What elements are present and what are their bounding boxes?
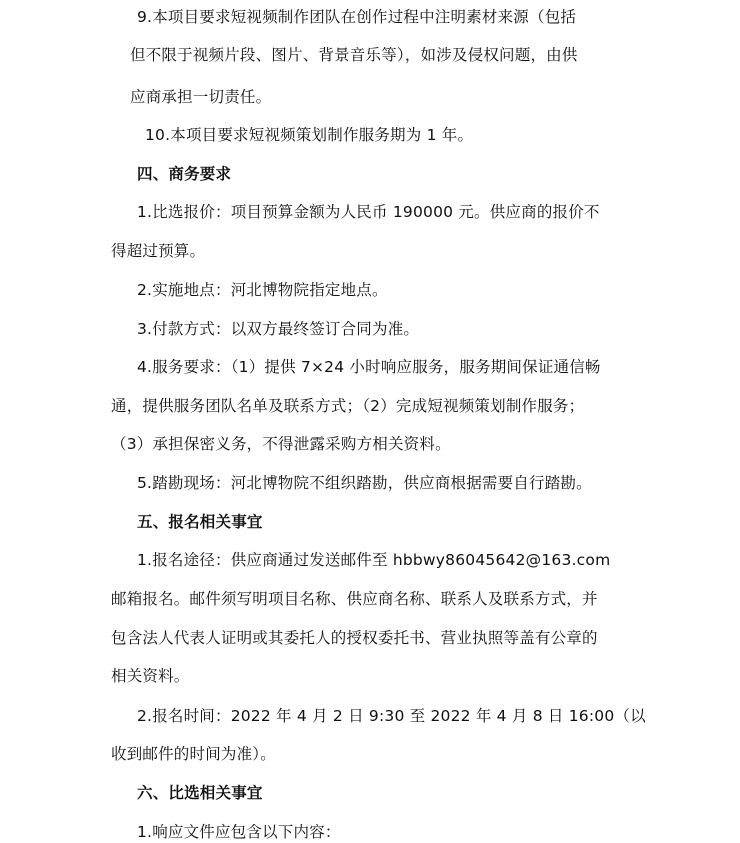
paragraph-10: 10.本项目要求短视频策划制作服务期为 1 年。: [145, 126, 474, 144]
location-item: 2.实施地点：河北博物院指定地点。: [137, 281, 388, 299]
section-heading-registration: 五、报名相关事宜: [137, 513, 263, 531]
site-visit-item: 5.踏勘现场：河北博物院不组织踏勘，供应商根据需要自行踏勘。: [137, 474, 592, 492]
registration-time-line-1: 2.报名时间：2022 年 4 月 2 日 9:30 至 2022 年 4 月 8 日 16:00（以: [137, 707, 646, 725]
registration-method-line-4: 相关资料。: [111, 667, 190, 685]
response-file-item: 1.响应文件应包含以下内容：: [137, 823, 341, 841]
service-item-line-2: 通，提供服务团队名单及联系方式；（2）完成短视频策划制作服务；: [111, 397, 585, 415]
section-heading-selection: 六、比选相关事宜: [137, 784, 263, 802]
service-item-line-3: （3）承担保密义务，不得泄露采购方相关资料。: [111, 435, 451, 453]
registration-method-line-1: 1.报名途径：供应商通过发送邮件至 hbbwy86045642@163.com: [137, 551, 611, 569]
section-heading-business-requirements: 四、商务要求: [137, 165, 232, 183]
service-item-line-1: 4.服务要求：（1）提供 7×24 小时响应服务，服务期间保证通信畅: [137, 358, 601, 376]
registration-method-line-2: 邮箱报名。邮件须写明项目名称、供应商名称、联系人及联系方式，并: [111, 590, 598, 608]
payment-item: 3.付款方式：以双方最终签订合同为准。: [137, 320, 420, 338]
registration-method-line-3: 包含法人代表人证明或其委托人的授权委托书、营业执照等盖有公章的: [111, 629, 598, 647]
quote-item-line-1: 1.比选报价：项目预算金额为人民币 190000 元。供应商的报价不: [137, 203, 600, 221]
paragraph-9-line-1: 9.本项目要求短视频制作团队在创作过程中注明素材来源（包括: [137, 8, 577, 26]
quote-item-line-2: 得超过预算。: [111, 242, 206, 260]
paragraph-9-line-3: 应商承担一切责任。: [130, 88, 272, 106]
paragraph-9-line-2: 但不限于视频片段、图片、背景音乐等），如涉及侵权问题，由供: [130, 46, 578, 64]
registration-time-line-2: 收到邮件的时间为准）。: [111, 745, 276, 763]
